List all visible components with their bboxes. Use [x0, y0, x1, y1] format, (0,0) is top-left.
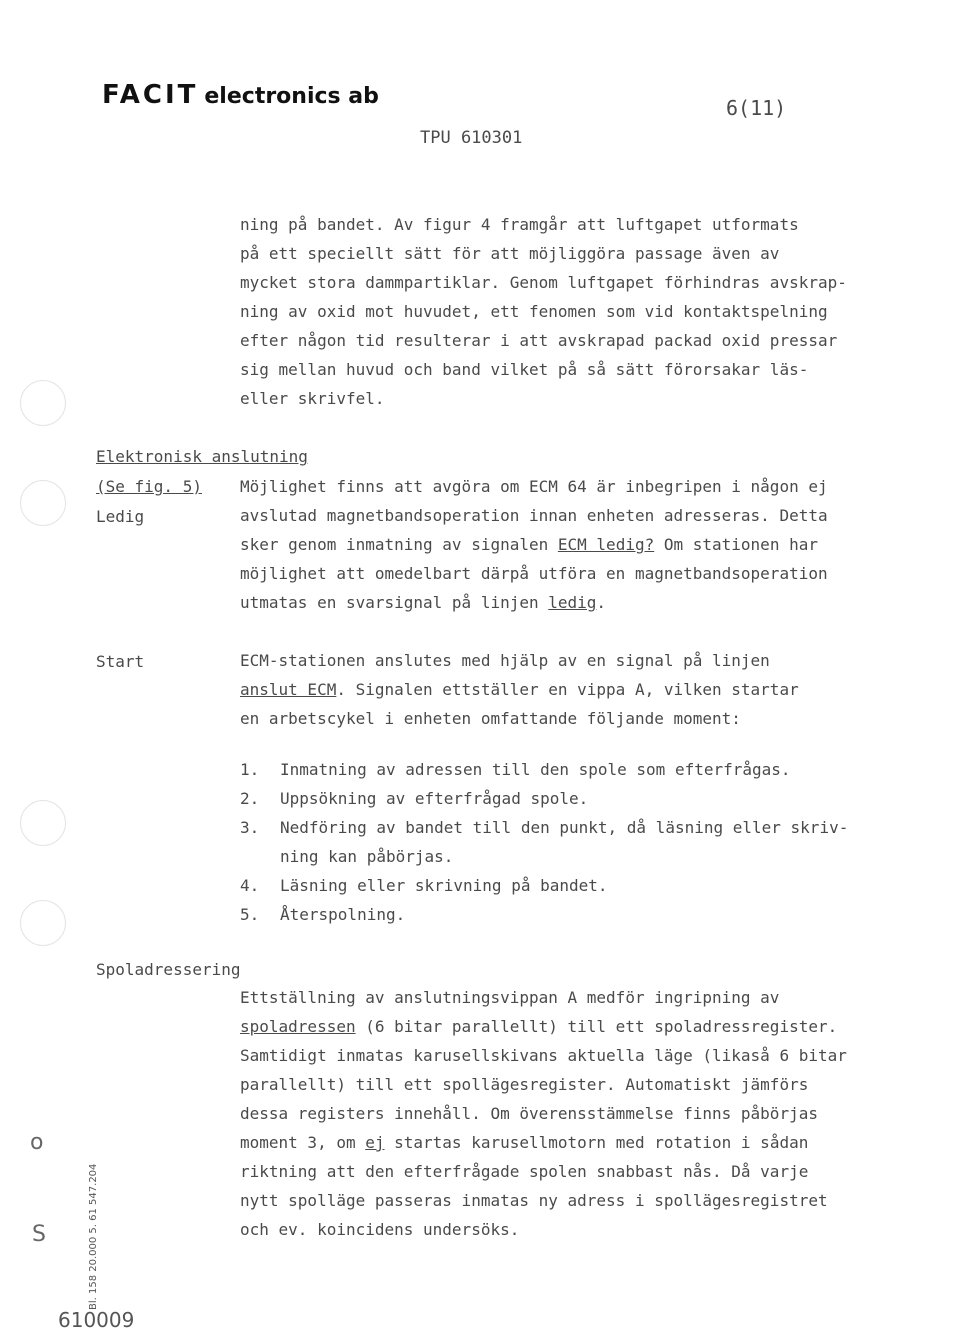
text-run: . — [596, 593, 607, 612]
document-id: TPU 610301 — [420, 128, 523, 148]
step-number: 2. — [240, 789, 260, 808]
emphasis-word: ej — [365, 1133, 385, 1152]
text-line: ECM-stationen anslutes med hjälp av en signal på linjen — [240, 651, 770, 670]
punch-hole — [20, 480, 66, 526]
start-paragraph — [240, 646, 799, 733]
step-text: Uppsökning av efterfrågad spole. — [280, 789, 589, 808]
spoladressering-label: Spoladressering — [96, 960, 241, 979]
step-number: 3. — [240, 818, 260, 837]
text-line: och ev. koincidens undersöks. — [240, 1220, 520, 1239]
punch-hole — [20, 800, 66, 846]
text-line — [240, 530, 828, 559]
text-line: en arbetscykel i enheten omfattande följande moment: — [240, 709, 741, 728]
list-item — [240, 784, 848, 813]
page-number: 6(11) — [726, 96, 787, 120]
margin-mark-o: o — [30, 1130, 44, 1155]
step-text: Läsning eller skrivning på bandet. — [280, 876, 608, 895]
section-heading: Elektronisk anslutning — [96, 447, 308, 466]
step-text: Inmatning av adressen till den spole som efterfrågas. — [280, 760, 791, 779]
ledig-figure-ref: (Se fig. 5) — [96, 477, 202, 496]
text-line: efter någon tid resulterar i att avskrapad packad oxid pressar — [240, 331, 838, 350]
text-line: mycket stora dammpartiklar. Genom luftgapet förhindras avskrap- — [240, 273, 847, 292]
punch-hole — [20, 380, 66, 426]
steps-list — [240, 755, 848, 929]
text-line: dessa registers innehåll. Om överensstämmelse finns påbörjas — [240, 1104, 818, 1123]
signal-name: ledig — [548, 593, 597, 612]
list-item-continuation — [240, 842, 848, 871]
text-line: parallellt) till ett spollägesregister. Automatiskt jämförs — [240, 1075, 809, 1094]
text-run: utmatas en svarsignal på linjen — [240, 593, 549, 612]
company-logo — [102, 80, 379, 110]
spoladressering-paragraph — [240, 983, 847, 1244]
text-line: avslutad magnetbandsoperation innan enheten adresseras. Detta — [240, 506, 828, 525]
text-line: ning av oxid mot huvudet, ett fenomen som vid kontaktspelning — [240, 302, 828, 321]
text-line — [240, 1128, 847, 1157]
signal-name: anslut ECM — [240, 680, 337, 699]
text-line: Möjlighet finns att avgöra om ECM 64 är inbegripen i någon ej — [240, 477, 828, 496]
intro-paragraph — [240, 210, 847, 413]
text-run: (6 bitar parallellt) till ett spoladressregister. — [355, 1017, 838, 1036]
text-line — [240, 588, 828, 617]
step-number: 1. — [240, 760, 260, 779]
list-item — [240, 755, 848, 784]
logo-subtitle: electronics ab — [204, 84, 379, 109]
text-run: . Signalen ettställer en vippa A, vilken startar — [336, 680, 799, 699]
step-text: Återspolning. — [280, 905, 406, 924]
list-item — [240, 813, 848, 842]
text-run: startas karusellmotorn med rotation i sådan — [384, 1133, 809, 1152]
text-line: möjlighet att omedelbart därpå utföra en magnetbandsoperation — [240, 564, 828, 583]
text-run: sker genom inmatning av signalen — [240, 535, 558, 554]
text-line: sig mellan huvud och band vilket på så sätt förorsakar läs- — [240, 360, 809, 379]
step-text: ning kan påbörjas. — [280, 847, 454, 866]
text-line: på ett speciellt sätt för att möjliggöra passage även av — [240, 244, 780, 263]
step-text: Nedföring av bandet till den punkt, då läsning eller skriv- — [280, 818, 849, 837]
text-line: nytt spolläge passeras inmatas ny adress i spollägesregistret — [240, 1191, 828, 1210]
logo-brand: FACIT — [102, 80, 199, 110]
text-line: riktning att den efterfrågade spolen snabbast nås. Då varje — [240, 1162, 809, 1181]
list-item — [240, 900, 848, 929]
text-run: Om stationen har — [654, 535, 818, 554]
text-line — [240, 1012, 847, 1041]
form-code-stamp: Bl. 158 20.000 5. 61 547.204 — [88, 1163, 99, 1310]
step-number: 5. — [240, 905, 260, 924]
ledig-label: Ledig — [96, 507, 145, 526]
ledig-paragraph — [240, 472, 828, 617]
text-run: moment 3, om — [240, 1133, 366, 1152]
signal-name: ECM ledig? — [557, 535, 655, 554]
text-line: ning på bandet. Av figur 4 framgår att luftgapet utformats — [240, 215, 799, 234]
margin-mark-s: S — [32, 1222, 46, 1247]
punch-hole — [20, 900, 66, 946]
text-line: Ettställning av anslutningsvippan A medför ingripning av — [240, 988, 780, 1007]
text-line: eller skrivfel. — [240, 389, 385, 408]
signal-name: spoladressen — [240, 1017, 356, 1036]
step-number: 4. — [240, 876, 260, 895]
text-line — [240, 675, 799, 704]
list-item — [240, 871, 848, 900]
text-line: Samtidigt inmatas karusellskivans aktuella läge (likaså 6 bitar — [240, 1046, 847, 1065]
start-label: Start — [96, 652, 145, 671]
form-number: 610009 — [58, 1308, 135, 1332]
